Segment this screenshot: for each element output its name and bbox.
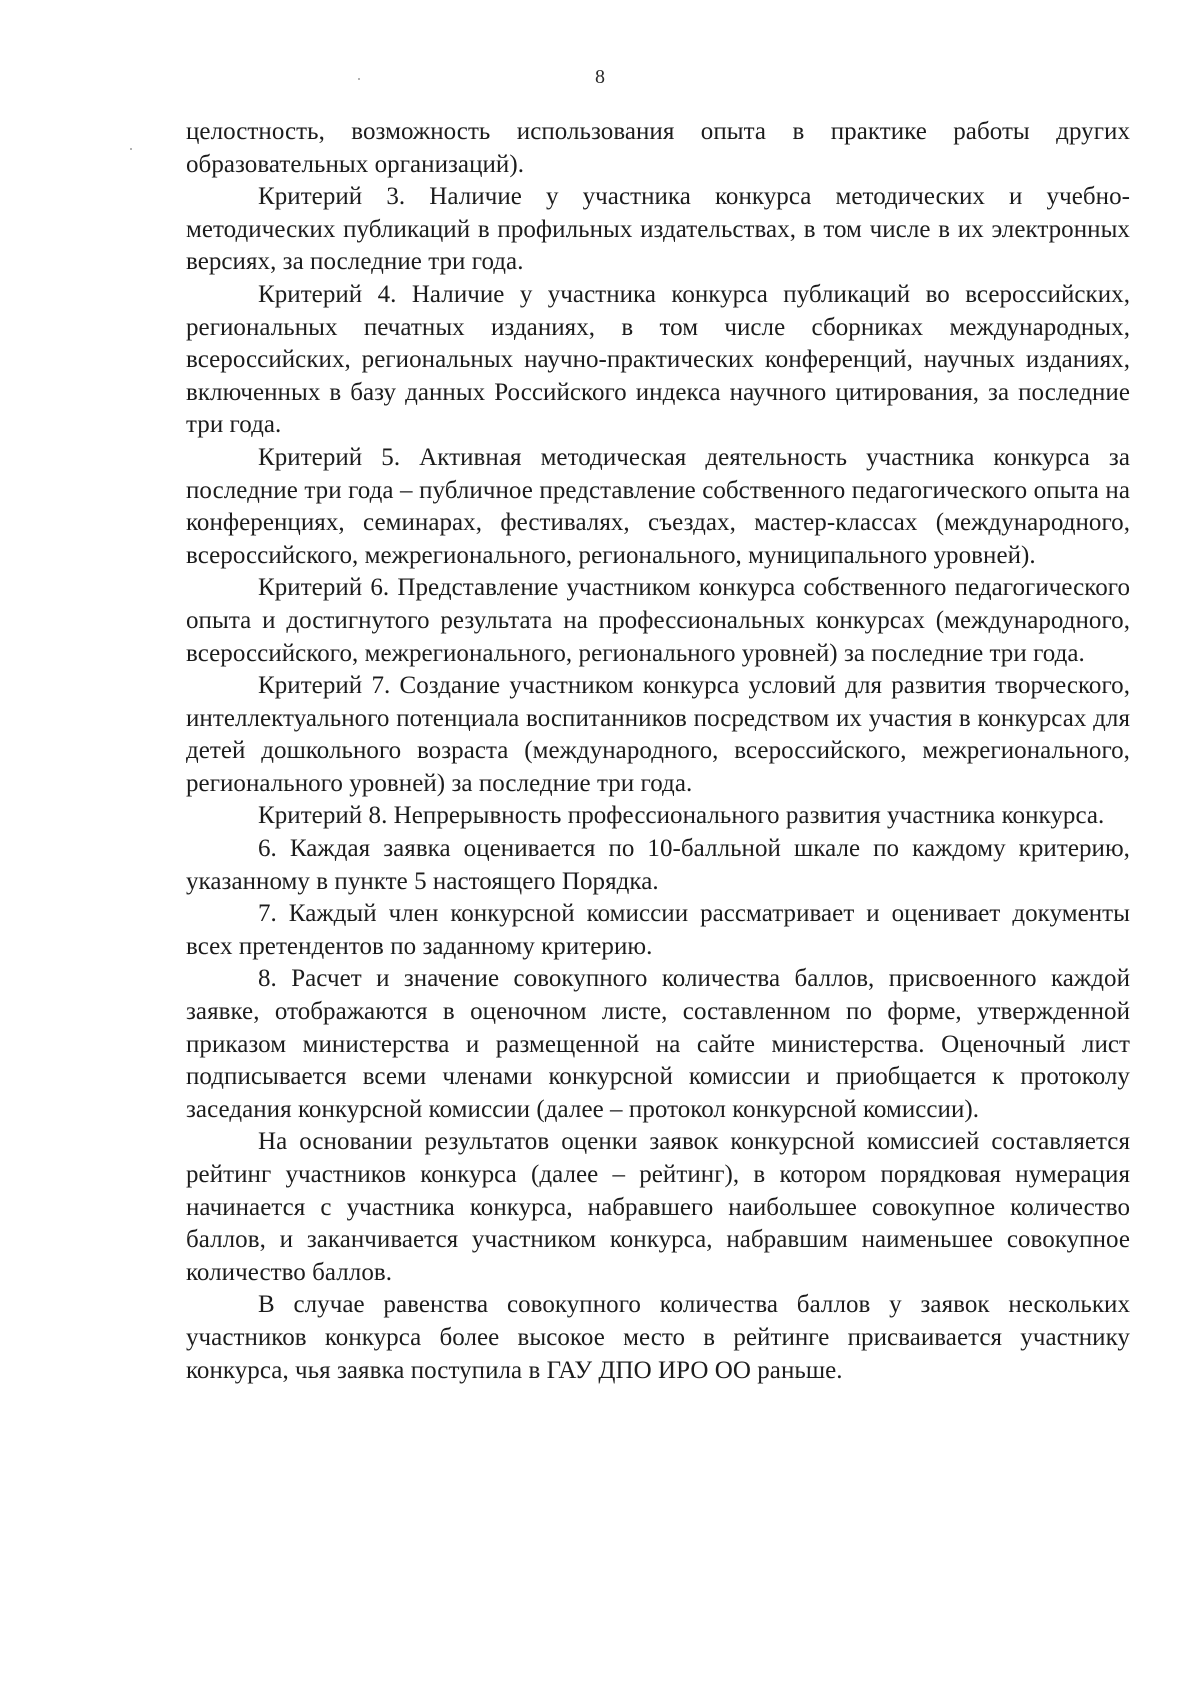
document-body — [186, 116, 1130, 1387]
paragraph-item-7: 7. Каждый член конкурсной комиссии рассматривает и оценивает документы всех претендентов по заданному критерию. — [186, 900, 1130, 960]
paragraph-criterion-8: Критерий 8. Непрерывность профессионального развития участника конкурса. — [258, 802, 1105, 830]
paragraph-criterion-7: Критерий 7. Создание участником конкурса условий для развития творческого, интеллектуального потенциала воспитанников посредством их участия в конкурсах для детей дошкольного возраста (международного, всероссийского, межрегионального, регионального уровней) за последние три года. — [186, 672, 1130, 797]
paragraph-criterion-6: Критерий 6. Представление участником конкурса собственного педагогического опыта и достигнутого результата на профессиональных конкурсах (международного, всероссийского, межрегионального, регионального уровней) за последние три года. — [186, 574, 1130, 667]
paragraph-tie-rule: В случае равенства совокупного количества баллов у заявок нескольких участников конкурса более высокое место в рейтинге присваивается участнику конкурса, чья заявка поступила в ГАУ ДПО ИРО ОО раньше. — [186, 1291, 1130, 1384]
paragraph-item-6: 6. Каждая заявка оценивается по 10-балльной шкале по каждому критерию, указанному в пункте 5 настоящего Порядка. — [186, 835, 1130, 895]
scan-speck — [130, 148, 132, 150]
paragraph-criterion-3: Критерий 3. Наличие у участника конкурса методических и учебно-методических публикаций в профильных издательствах, в том числе в их электронных версиях, за последние три года. — [186, 183, 1130, 276]
page-number: 8 — [595, 66, 605, 88]
paragraph-criterion-5: Критерий 5. Активная методическая деятельность участника конкурса за последние три года – публичное представление собственного педагогического опыта на конференциях, семинарах, фестивалях, съездах, мастер-классах (международного, всероссийского, межрегионального, регионального, муниципального уровней). — [186, 443, 1130, 569]
paragraph-criterion-4: Критерий 4. Наличие у участника конкурса публикаций во всероссийских, региональных печатных изданиях, в том числе сборниках международных, всероссийских, региональных научно-практических конференций, научных изданиях, включенных в базу данных Российского индекса научного цитирования, за последние три года. — [186, 280, 1130, 439]
paragraph-item-8: 8. Расчет и значение совокупного количества баллов, присвоенного каждой заявке, отображаются в оценочном листе, составленном по форме, утвержденной приказом министерства и размещенной на сайте министерства. Оценочный лист подписывается всеми членами конкурсной комиссии и приобщается к протоколу заседания конкурсной комиссии (далее – протокол конкурсной комиссии). — [186, 965, 1130, 1123]
paragraph-continuation: целостность, возможность использования опыта в практике работы других образовательных организаций). — [186, 118, 1130, 178]
scan-speck — [358, 78, 360, 80]
paragraph-rating: На основании результатов оценки заявок конкурсной комиссией составляется рейтинг участников конкурса (далее – рейтинг), в котором порядковая нумерация начинается с участника конкурса, набравшего наибольшее совокупное количество баллов, и заканчивается участником конкурса, набравшим наименьшее совокупное количество баллов. — [186, 1128, 1130, 1286]
